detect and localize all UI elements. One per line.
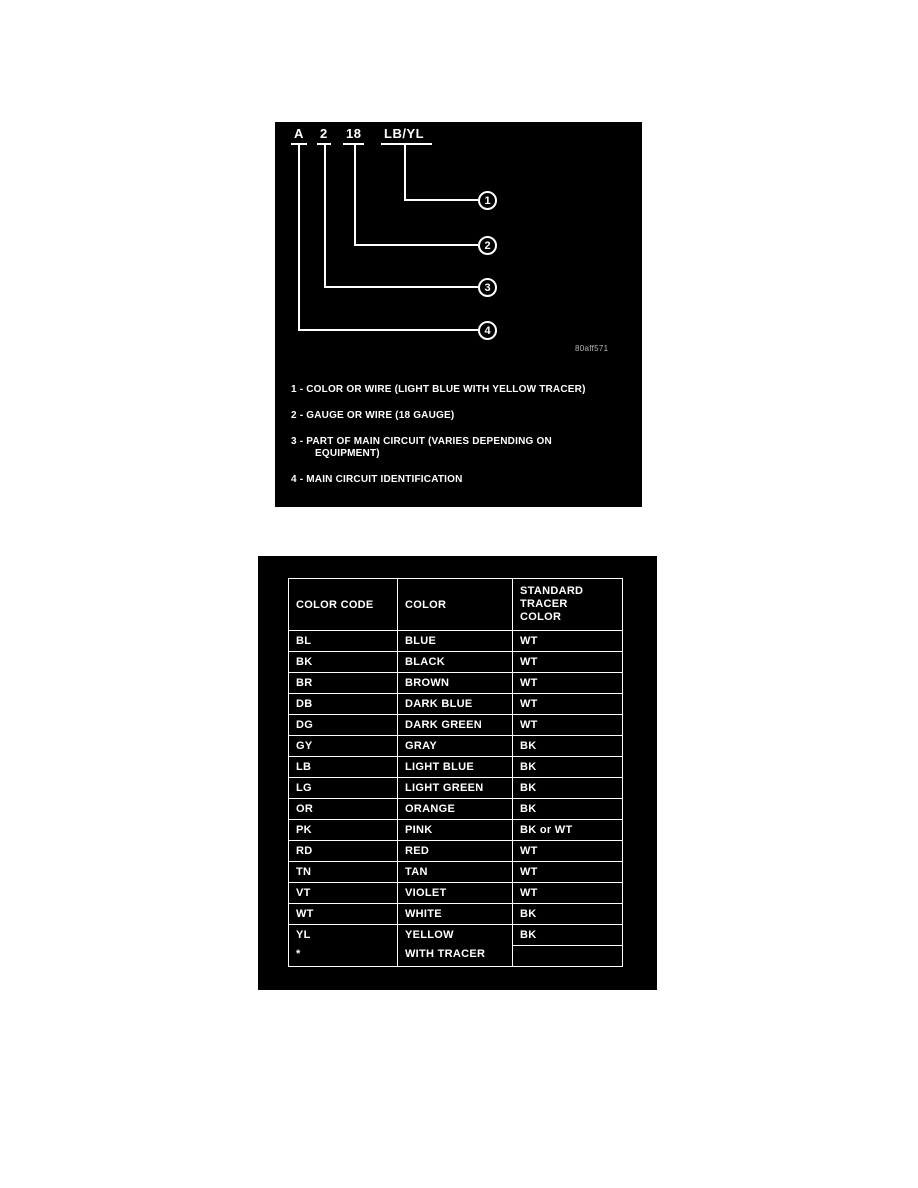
cell-code: DG <box>289 715 398 736</box>
legend-item-4: 4 - MAIN CIRCUIT IDENTIFICATION <box>291 474 463 485</box>
cell-color: DARK BLUE <box>398 694 513 715</box>
cell-color: GRAY <box>398 736 513 757</box>
table-header-row <box>289 579 623 631</box>
cell-color: PINK <box>398 820 513 841</box>
cell-color: TAN <box>398 862 513 883</box>
cell-code: * <box>289 946 398 967</box>
cell-code: LB <box>289 757 398 778</box>
wire-code-diagram-panel <box>275 122 642 507</box>
cell-tracer: BK <box>513 799 623 820</box>
cell-code: VT <box>289 883 398 904</box>
table-row <box>289 946 623 967</box>
table-row <box>289 883 623 904</box>
table-row <box>289 841 623 862</box>
table-row <box>289 862 623 883</box>
table-row <box>289 799 623 820</box>
cell-code: TN <box>289 862 398 883</box>
table-row <box>289 736 623 757</box>
header-color-code: COLOR CODE <box>289 579 398 631</box>
cell-tracer: BK <box>513 925 623 946</box>
cell-color: DARK GREEN <box>398 715 513 736</box>
cell-tracer: BK or WT <box>513 820 623 841</box>
cell-code: YL <box>289 925 398 946</box>
code-main-circuit: A <box>291 126 307 145</box>
code-wire-color: LB/YL <box>381 126 432 145</box>
cell-tracer: BK <box>513 904 623 925</box>
cell-color: BROWN <box>398 673 513 694</box>
cell-tracer <box>513 946 623 967</box>
cell-tracer: BK <box>513 736 623 757</box>
cell-code: GY <box>289 736 398 757</box>
callout-4-icon: 4 <box>478 321 497 340</box>
legend-item-2: 2 - GAUGE OR WIRE (18 GAUGE) <box>291 410 455 421</box>
color-table-body <box>289 631 623 967</box>
code-wire-gauge: 18 <box>343 126 364 145</box>
legend-item-1: 1 - COLOR OR WIRE (LIGHT BLUE WITH YELLOW TRACER) <box>291 384 586 395</box>
header-color: COLOR <box>398 579 513 631</box>
cell-color: VIOLET <box>398 883 513 904</box>
cell-code: OR <box>289 799 398 820</box>
table-row <box>289 694 623 715</box>
figure-id: 80aff571 <box>575 344 609 353</box>
cell-tracer: WT <box>513 652 623 673</box>
cell-code: PK <box>289 820 398 841</box>
cell-color: YELLOW <box>398 925 513 946</box>
table-row <box>289 631 623 652</box>
header-tracer-color <box>513 579 623 631</box>
cell-color: LIGHT GREEN <box>398 778 513 799</box>
table-row <box>289 757 623 778</box>
table-row <box>289 673 623 694</box>
cell-color: RED <box>398 841 513 862</box>
table-row <box>289 715 623 736</box>
callout-3-icon: 3 <box>478 278 497 297</box>
cell-code: BL <box>289 631 398 652</box>
cell-color: WITH TRACER <box>398 946 513 967</box>
cell-tracer: WT <box>513 673 623 694</box>
cell-tracer: BK <box>513 778 623 799</box>
cell-tracer: WT <box>513 862 623 883</box>
cell-color: BLUE <box>398 631 513 652</box>
color-code-table <box>288 578 623 967</box>
cell-code: BK <box>289 652 398 673</box>
table-row <box>289 652 623 673</box>
cell-color: ORANGE <box>398 799 513 820</box>
cell-tracer: WT <box>513 694 623 715</box>
table-row <box>289 778 623 799</box>
table-row <box>289 820 623 841</box>
table-row <box>289 904 623 925</box>
cell-tracer: WT <box>513 841 623 862</box>
cell-code: WT <box>289 904 398 925</box>
cell-color: WHITE <box>398 904 513 925</box>
cell-tracer: WT <box>513 883 623 904</box>
cell-tracer: WT <box>513 631 623 652</box>
cell-code: BR <box>289 673 398 694</box>
cell-tracer: BK <box>513 757 623 778</box>
callout-1-icon: 1 <box>478 191 497 210</box>
legend-item-3: 3 - PART OF MAIN CIRCUIT (VARIES DEPENDING ON EQUIPMENT) <box>291 436 552 459</box>
diagram-legend <box>291 384 609 500</box>
cell-code: LG <box>289 778 398 799</box>
cell-tracer: WT <box>513 715 623 736</box>
callout-2-icon: 2 <box>478 236 497 255</box>
cell-code: DB <box>289 694 398 715</box>
cell-code: RD <box>289 841 398 862</box>
code-circuit-part: 2 <box>317 126 331 145</box>
cell-color: LIGHT BLUE <box>398 757 513 778</box>
table-row <box>289 925 623 946</box>
header-tracer-color-text: STANDARD TRACER COLOR <box>520 585 584 623</box>
color-code-table-panel <box>258 556 657 990</box>
cell-color: BLACK <box>398 652 513 673</box>
